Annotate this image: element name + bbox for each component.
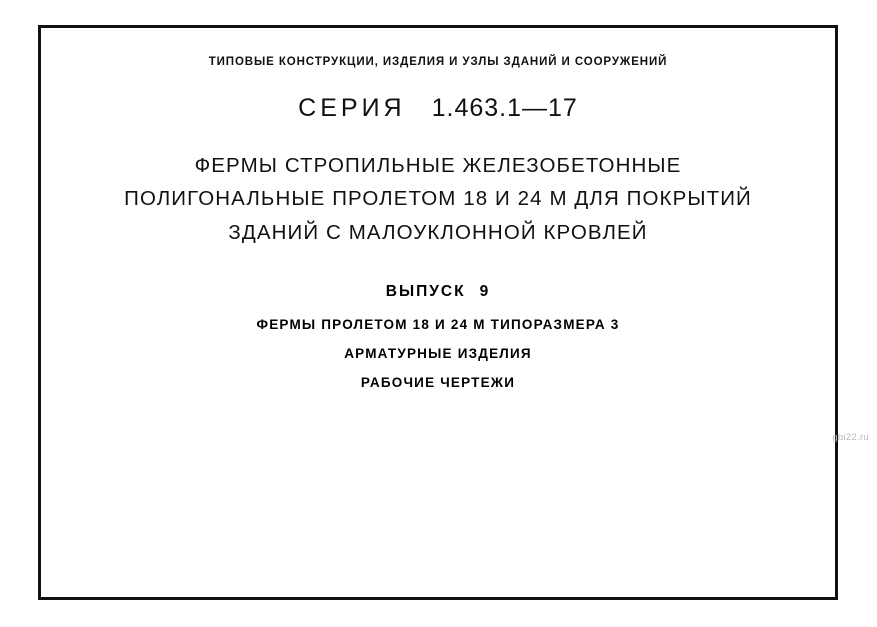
drawing-frame [38, 25, 838, 600]
document-category-header: ТИПОВЫЕ КОНСТРУКЦИИ, ИЗДЕЛИЯ И УЗЛЫ ЗДАНИЙ И СООРУЖЕНИЙ [208, 56, 668, 68]
subtitle-line-1: ФЕРМЫ ПРОЛЕТОМ 18 И 24 М ТИПОРАЗМЕРА 3 [256, 317, 620, 333]
series-line [41, 94, 835, 123]
subtitle-line-2: АРМАТУРНЫЕ ИЗДЕЛИЯ [344, 346, 532, 362]
document-title [41, 149, 835, 249]
issue-line [41, 283, 835, 301]
title-block [41, 28, 835, 404]
issue-number: 9 [479, 283, 491, 301]
title-line-3: ЗДАНИЙ С МАЛОУКЛОННОЙ КРОВЛЕЙ [228, 220, 648, 244]
title-line-1: ФЕРМЫ СТРОПИЛЬНЫЕ ЖЕЛЕЗОБЕТОННЫЕ [194, 154, 682, 177]
document-subtitles [41, 317, 835, 390]
title-line-2: ПОЛИГОНАЛЬНЫЕ ПРОЛЕТОМ 18 И 24 М ДЛЯ ПОКРЫТИЙ [124, 187, 752, 211]
series-label: СЕРИЯ [298, 94, 406, 122]
watermark-text: gbi22.ru [832, 432, 869, 443]
series-number: 1.463.1—17 [431, 94, 578, 122]
subtitle-line-3: РАБОЧИЕ ЧЕРТЕЖИ [360, 375, 516, 391]
issue-label: ВЫПУСК [385, 283, 466, 301]
